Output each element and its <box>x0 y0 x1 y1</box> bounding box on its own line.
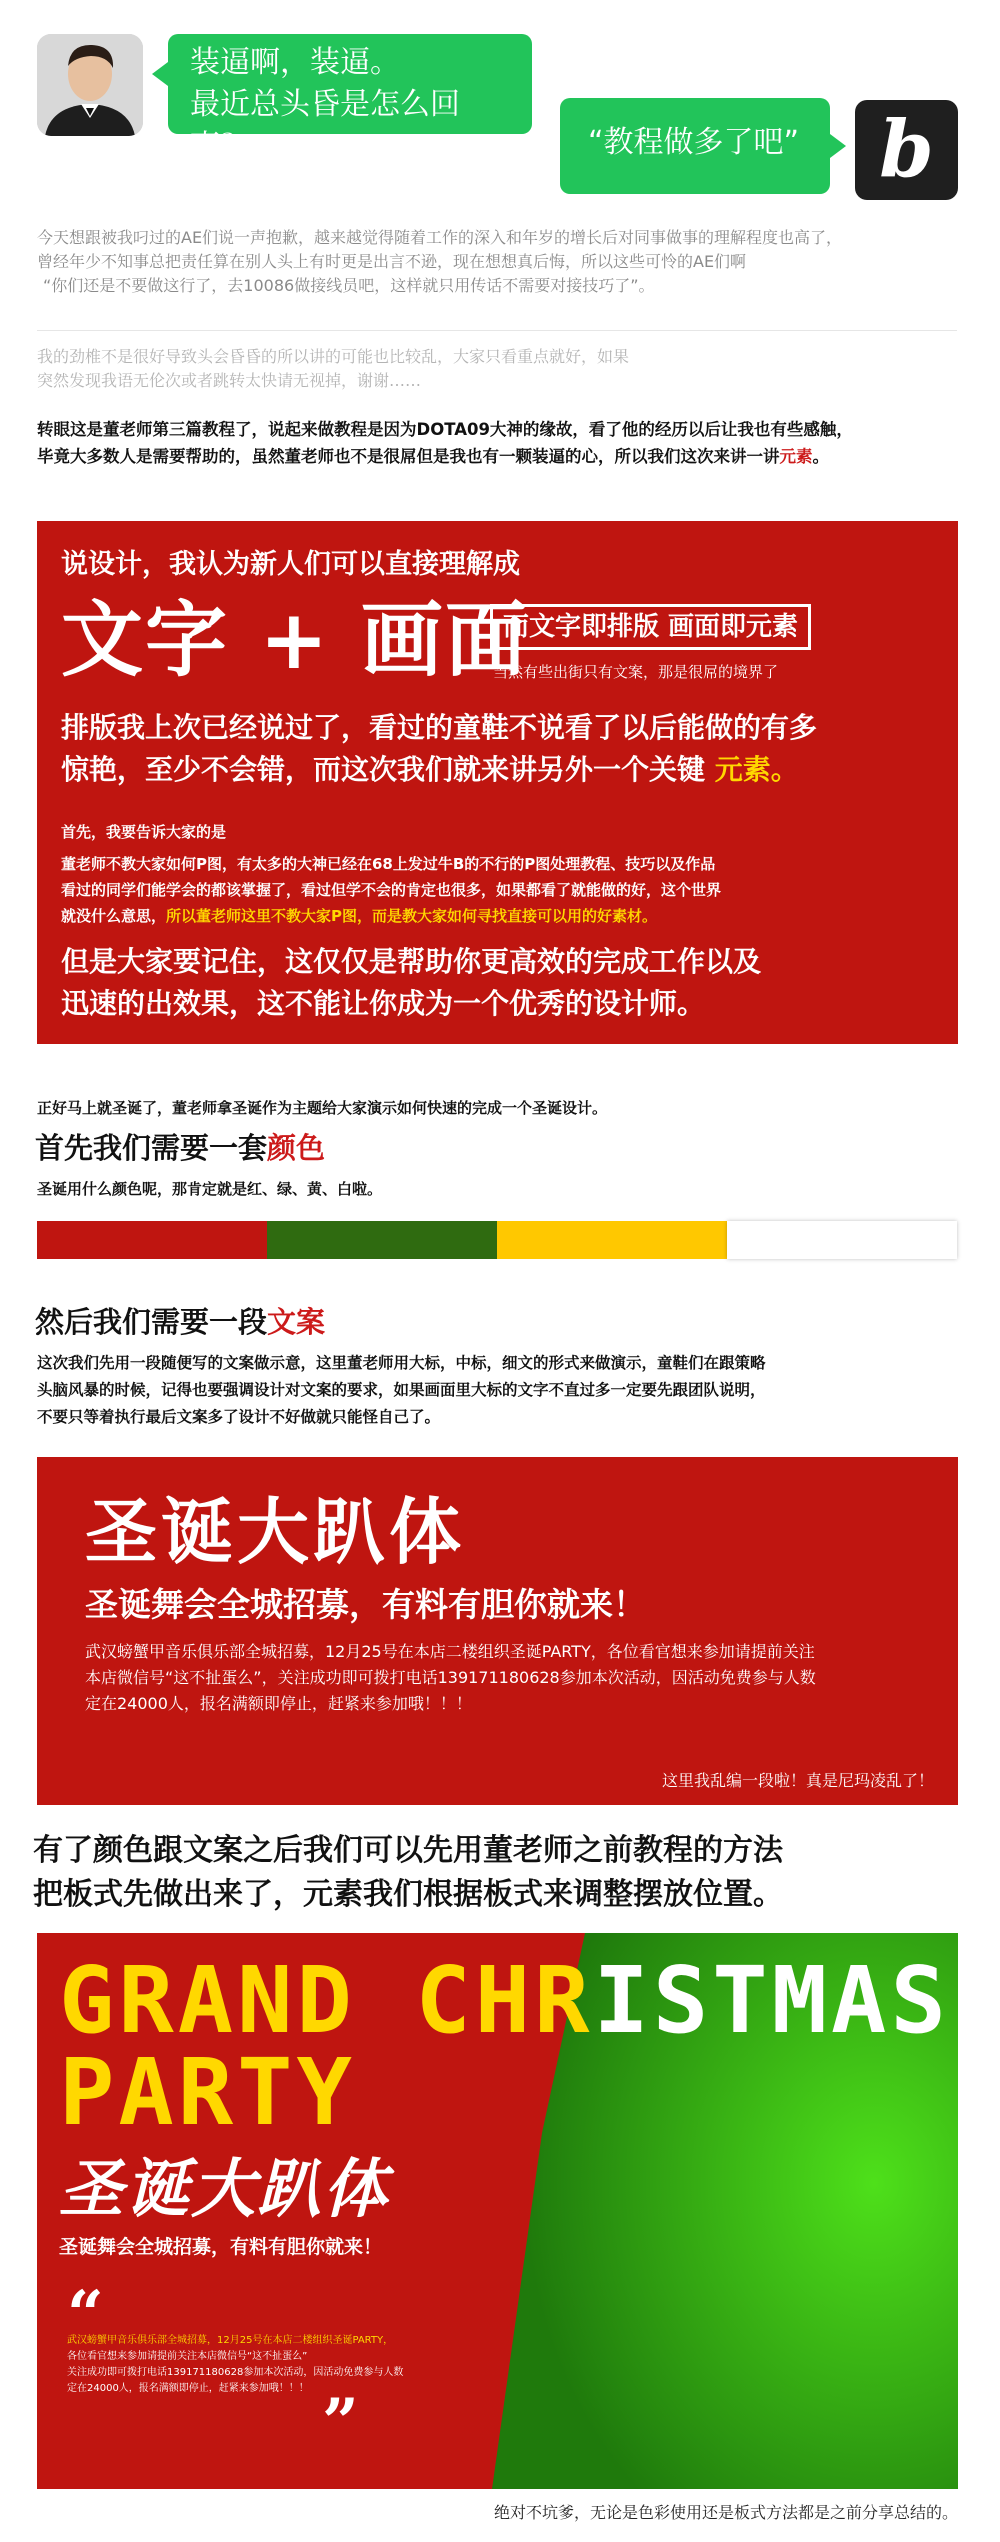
text-line: 定在24000人，报名满额即停止，赶紧来参加哦！！！ <box>67 2383 309 2394</box>
bubble-line: “教程做多了吧” <box>588 125 800 160</box>
poster-subtitle: 圣诞舞会全城招募，有料有胆你就来！ <box>59 2236 383 2258</box>
intro-statement <box>37 416 977 470</box>
text-line: 看过的同学们能学会的都该掌握了，看过但学不会的肯定也很多，如果都看了就能做的好，这个世界 <box>61 881 722 899</box>
headline-yellow: GRAND CHR <box>59 1947 594 2054</box>
poster-small-text <box>67 2333 447 2397</box>
highlight-text: 元素 <box>779 447 813 466</box>
text-line: 迅速的出效果，这不能让你成为一个优秀的设计师。 <box>61 987 706 1020</box>
text-segment: 惊艳，至少不会错，而这次我们就来讲另外一个关键 <box>61 753 715 786</box>
colors-title <box>35 1126 325 1170</box>
copy-desc <box>37 1350 967 1431</box>
chat-bubble-question <box>168 34 532 164</box>
bubble-line: 最近总头昏是怎么回事？ <box>190 87 460 164</box>
box-small-text <box>61 851 951 929</box>
sample-note: 这里我乱编一段啦！真是尼玛凌乱了！ <box>661 1771 934 1790</box>
text-line: 关注成功即可拨打电话139171180628参加本次活动，因活动免费参与人数 <box>67 2367 404 2378</box>
footer-note: 绝对不坑爹，无论是色彩使用还是板式方法都是之前分享总结的。 <box>493 2503 958 2522</box>
chat-bubble-answer <box>560 98 830 194</box>
divider <box>37 330 957 331</box>
text-line: 把板式先做出来了，元素我们根据板式来调整摆放位置。 <box>33 1877 783 1912</box>
text-line: 转眼这是董老师第三篇教程了，说起来做教程是因为DOTA09大神的缘故，看了他的经历以后让我也有些感触， <box>37 420 853 439</box>
b-logo: b <box>855 100 958 200</box>
box-subnote: 当然有些出街只有文案，那是很屌的境界了 <box>493 663 779 681</box>
swatch-red <box>37 1221 267 1259</box>
text-segment: 就没什么意思， <box>61 907 167 925</box>
text-line: 这次我们先用一段随便写的文案做示意，这里董老师用大标，中标，细文的形式来做演示，童鞋们在跟策略 <box>37 1354 766 1372</box>
colors-desc: 圣诞用什么颜色呢，那肯定就是红、绿、黄、白啦。 <box>37 1180 383 1198</box>
poster-title: 圣诞大趴体 <box>59 2153 389 2227</box>
text-segment: 毕竟大多数人是需要帮助的，虽然董老师也不是很屌但是我也有一颗装逼的心，所以我们这次来讲一讲 <box>37 447 780 466</box>
text-line: 今天想跟被我叼过的AE们说一声抱歉，越来越觉得随着工作的深入和年岁的增长后对同事做事的理解程度也高了， <box>37 228 843 247</box>
text-line: 突然发现我语无伦次或者跳转太快请无视掉，谢谢…… <box>37 371 422 390</box>
concept-box <box>37 521 958 1044</box>
text-line: 但是大家要记住，这仅仅是帮助你更高效的完成工作以及 <box>61 945 762 978</box>
box-mid-text <box>61 707 951 791</box>
text-line <box>37 443 977 470</box>
avatar <box>37 34 143 136</box>
swatch-yellow <box>497 1221 727 1259</box>
text-line: “你们还是不要做这行了，去10086做接线员吧，这样就只用传话不需要对接技巧了”。 <box>43 276 655 295</box>
framed-label: 而文字即排版 画面即元素 <box>490 604 811 650</box>
highlight-text: 元素。 <box>714 753 799 786</box>
text-line: 不要只等着执行最后文案多了设计不好做就只能怪自己了。 <box>37 1408 441 1426</box>
text-line: 本店微信号“这不扯蛋么”，关注成功即可拨打电话139171180628参加本次活动，因活动免费参与人数 <box>85 1668 816 1687</box>
title-highlight: 文案 <box>267 1305 326 1339</box>
intro-paragraph <box>37 226 967 298</box>
box-bottom-text <box>61 941 951 1025</box>
christmas-poster <box>37 1933 958 2489</box>
poster-headline-line1 <box>59 1947 950 2054</box>
sample-body <box>85 1639 945 1717</box>
text-line <box>61 749 951 791</box>
title-highlight: 颜色 <box>267 1131 326 1165</box>
text-line: 曾经年少不知事总把责任算在别人头上有时更是出言不逊，现在想想真后悔，所以这些可怜的AE们啊 <box>37 252 747 271</box>
close-quote: ” <box>322 2385 359 2460</box>
poster-headline-line2: PARTY <box>59 2039 356 2146</box>
swatch-white <box>727 1221 957 1259</box>
text-segment: 。 <box>812 447 829 466</box>
swatch-green <box>267 1221 497 1259</box>
open-quote: “ <box>67 2277 104 2352</box>
title-text: 首先我们需要一套 <box>35 1131 268 1165</box>
note-paragraph <box>37 345 967 393</box>
headline-white: ISTMAS <box>593 1947 950 2054</box>
big-title: 文字 + 画面 <box>61 593 529 688</box>
text-line: 排版我上次已经说过了，看过的童鞋不说看了以后能做的有多 <box>61 711 818 744</box>
title-text: 然后我们需要一段 <box>35 1305 268 1339</box>
box-first: 首先，我要告诉大家的是 <box>61 823 227 841</box>
text-line: 有了颜色跟文案之后我们可以先用董老师之前教程的方法 <box>33 1833 783 1868</box>
bubble-line: 装逼啊，装逼。 <box>190 45 400 80</box>
text-line: 武汉螃蟹甲音乐俱乐部全城招募，12月25号在本店二楼组织圣诞PARTY，各位看官想来参加请提前关注 <box>85 1642 815 1661</box>
text-line <box>61 903 951 929</box>
text-line: 头脑风暴的时候，记得也要强调设计对文案的要求，如果画面里大标的文字不直过多一定要先跟团队说明， <box>37 1381 766 1399</box>
sample-subtitle: 圣诞舞会全城招募，有料有胆你就来！ <box>85 1585 646 1624</box>
text-line: 武汉螃蟹甲音乐俱乐部全城招募，12月25号在本店二楼组织圣诞PARTY， <box>67 2335 394 2346</box>
text-line: 定在24000人，报名满额即停止，赶紧来参加哦！！！ <box>85 1694 472 1713</box>
text-line: 各位看官想来参加请提前关注本店微信号“这不扯蛋么” <box>67 2351 308 2362</box>
layout-statement <box>33 1829 973 1917</box>
copy-sample-box <box>37 1457 958 1805</box>
highlight-text: 所以董老师这里不教大家P图，而是教大家如何寻找直接可以用的好素材。 <box>166 907 658 925</box>
colors-intro: 正好马上就圣诞了，董老师拿圣诞作为主题给大家演示如何快速的完成一个圣诞设计。 <box>37 1099 608 1117</box>
text-line: 董老师不教大家如何P图，有太多的大神已经在68上发过牛B的不行的P图处理教程、技巧以及作品 <box>61 855 716 873</box>
box-heading: 说设计，我认为新人们可以直接理解成 <box>61 549 520 580</box>
sample-title: 圣诞大趴体 <box>85 1490 466 1574</box>
copy-title <box>35 1300 325 1344</box>
text-line: 我的劲椎不是很好导致头会昏昏的所以讲的可能也比较乱，大家只看重点就好，如果 <box>37 347 630 366</box>
